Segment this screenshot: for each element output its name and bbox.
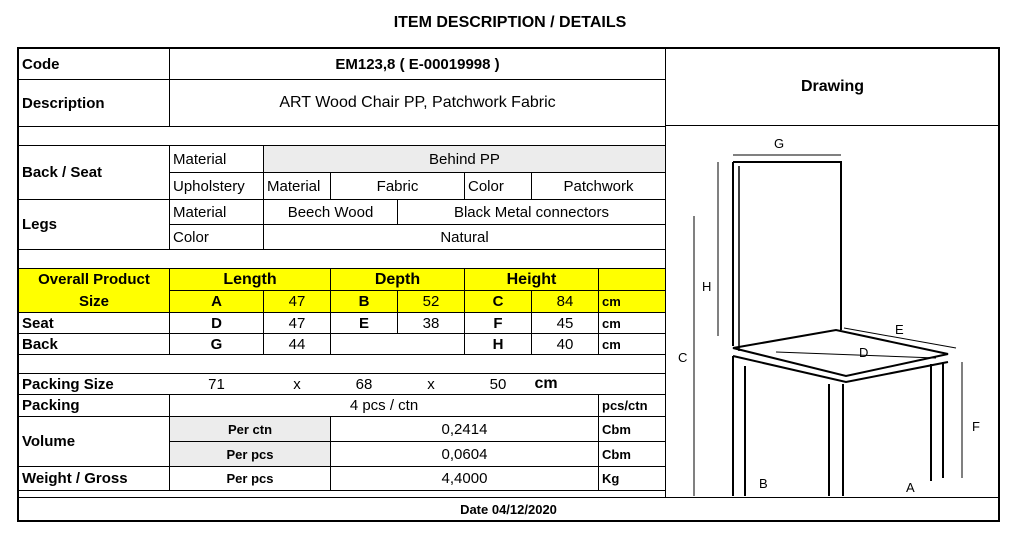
c-label: C <box>465 291 532 313</box>
dim-label-e: E <box>895 322 904 337</box>
packing-size-x2: x <box>398 374 465 395</box>
packing-unit: pcs/ctn <box>599 395 666 417</box>
volume-per-pcs-value: 0,0604 <box>331 442 599 467</box>
packing-size-x1: x <box>264 374 331 395</box>
dim-label-d: D <box>859 345 869 360</box>
a-label: A <box>170 291 264 313</box>
volume-per-ctn-unit: Cbm <box>599 417 666 442</box>
legs-material-value-2: Black Metal connectors <box>398 200 666 225</box>
description-row <box>19 80 666 127</box>
weight-value: 4,4000 <box>331 467 599 491</box>
volume-per-ctn-label: Per ctn <box>170 417 331 442</box>
chair-outline <box>733 162 948 496</box>
back-empty <box>331 334 465 355</box>
legs-material-row <box>19 200 666 225</box>
spacer-row <box>19 355 666 374</box>
overall-header-row <box>19 269 666 291</box>
description-label: Description <box>19 80 170 127</box>
back-label: Back <box>19 334 170 355</box>
volume-per-pcs-unit: Cbm <box>599 442 666 467</box>
details-table <box>18 48 666 491</box>
upholstery-material-value: Fabric <box>331 173 465 200</box>
back-seat-material-value: Behind PP <box>264 146 666 173</box>
overall-values-row <box>19 291 666 313</box>
volume-label: Volume <box>19 417 170 467</box>
packing-row <box>19 395 666 417</box>
b-label: B <box>331 291 398 313</box>
backrest-outline <box>733 162 841 266</box>
back-seat-label: Back / Seat <box>19 146 170 200</box>
spacer-row <box>19 250 666 269</box>
g-label: G <box>170 334 264 355</box>
upholstery-color-value: Patchwork <box>532 173 666 200</box>
unit-header-empty <box>599 269 666 291</box>
height-header: Height <box>465 269 599 291</box>
b-value: 52 <box>398 291 465 313</box>
description-value: ART Wood Chair PP, Patchwork Fabric <box>170 80 666 127</box>
d-value: 47 <box>264 313 331 334</box>
dim-label-a: A <box>906 480 915 495</box>
volume-per-pcs-label: Per pcs <box>170 442 331 467</box>
legs-color-value: Natural <box>264 225 666 250</box>
packing-size-label: Packing Size <box>19 374 170 395</box>
overall-label-1: Overall Product <box>19 269 170 291</box>
h-label: H <box>465 334 532 355</box>
packing-size-v2: 68 <box>331 374 398 395</box>
upholstery-color-label: Color <box>465 173 532 200</box>
packing-size-unit: cm <box>532 374 599 395</box>
upholstery-material-label: Material <box>264 173 331 200</box>
code-value: EM123,8 ( E-00019998 ) <box>170 49 666 80</box>
overall-unit: cm <box>599 291 666 313</box>
c-value: 84 <box>532 291 599 313</box>
back-row <box>19 334 666 355</box>
overall-label-2: Size <box>19 291 170 313</box>
spacer-row <box>19 127 666 146</box>
packing-label: Packing <box>19 395 170 417</box>
legs-material-label: Material <box>170 200 264 225</box>
back-seat-material-label: Material <box>170 146 264 173</box>
volume-ctn-row <box>19 417 666 442</box>
dim-label-h: H <box>702 279 712 294</box>
date-text: Date 04/12/2020 <box>460 502 557 517</box>
legs-material-value-1: Beech Wood <box>264 200 398 225</box>
weight-per-pcs-label: Per pcs <box>170 467 331 491</box>
seat-unit: cm <box>599 313 666 334</box>
dim-label-f: F <box>972 419 980 434</box>
seat-label: Seat <box>19 313 170 334</box>
weight-unit: Kg <box>599 467 666 491</box>
e-value: 38 <box>398 313 465 334</box>
volume-per-ctn-value: 0,2414 <box>331 417 599 442</box>
a-value: 47 <box>264 291 331 313</box>
packing-size-v3: 50 <box>465 374 532 395</box>
drawing-title: Drawing <box>666 48 999 126</box>
weight-label: Weight / Gross <box>19 467 170 491</box>
code-row <box>19 49 666 80</box>
legs-label: Legs <box>19 200 170 250</box>
packing-value: 4 pcs / ctn <box>170 395 599 417</box>
packing-size-row <box>19 374 666 395</box>
upholstery-label: Upholstery <box>170 173 264 200</box>
seat-front-edge <box>733 356 948 382</box>
code-label: Code <box>19 49 170 80</box>
dim-label-b: B <box>759 476 768 491</box>
h-value: 40 <box>532 334 599 355</box>
legs-color-label: Color <box>170 225 264 250</box>
d-label: D <box>170 313 264 334</box>
packing-size-v1: 71 <box>170 374 264 395</box>
depth-header: Depth <box>331 269 465 291</box>
dim-label-g: G <box>774 136 785 151</box>
back-unit: cm <box>599 334 666 355</box>
e-label: E <box>331 313 398 334</box>
weight-row <box>19 467 666 491</box>
f-label: F <box>465 313 532 334</box>
length-header: Length <box>170 269 331 291</box>
date-bar <box>18 497 999 521</box>
seat-row <box>19 313 666 334</box>
dim-line-d <box>776 352 936 358</box>
back-seat-material-row <box>19 146 666 173</box>
page-title: ITEM DESCRIPTION / DETAILS <box>393 14 627 31</box>
g-value: 44 <box>264 334 331 355</box>
f-value: 45 <box>532 313 599 334</box>
chair-drawing <box>666 126 999 496</box>
drawing-panel <box>665 48 999 497</box>
dim-label-c: C <box>678 350 688 365</box>
